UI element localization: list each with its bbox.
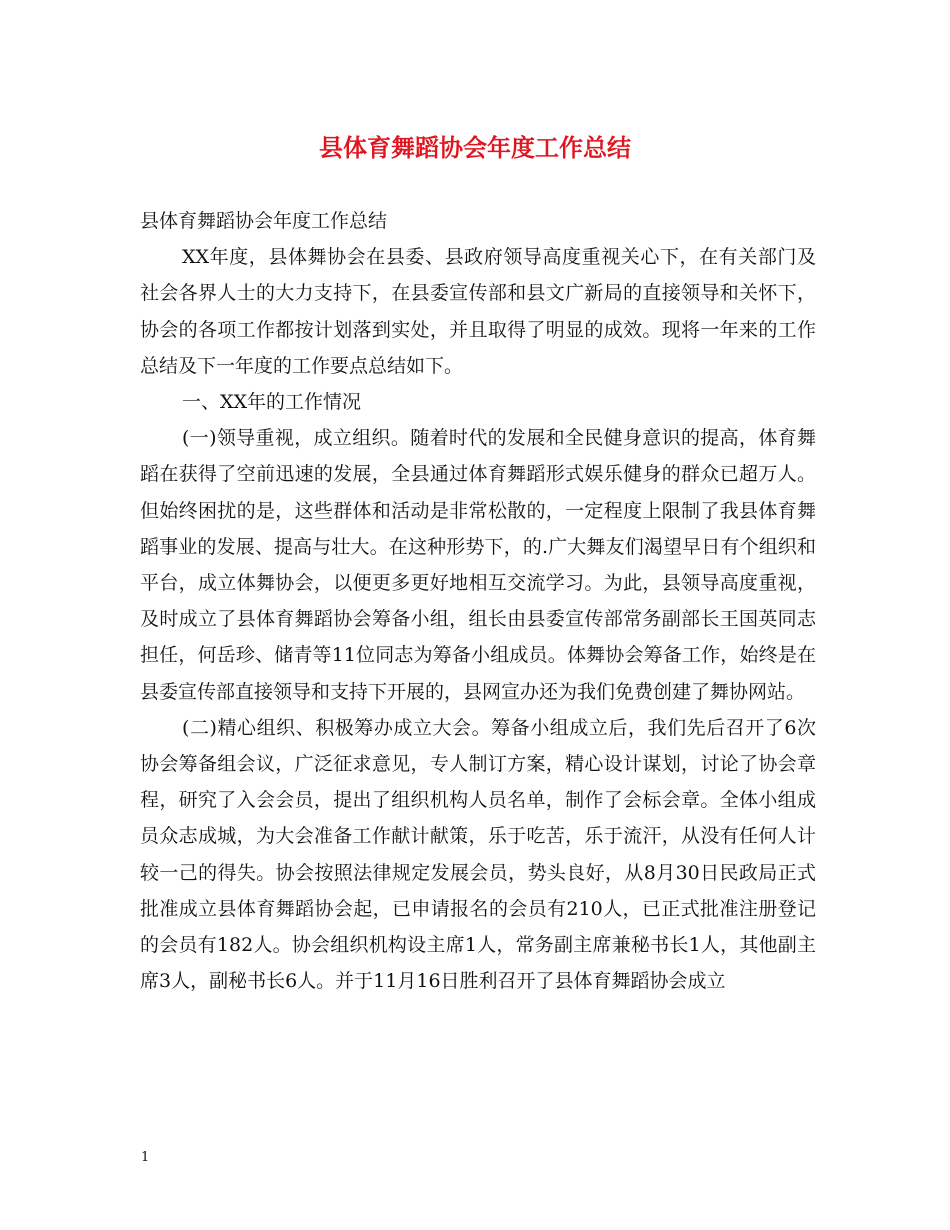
document-body: [140, 203, 816, 999]
section-heading: 一、XX年的工作情况: [182, 391, 362, 414]
paragraph-preparation: (二)精心组织、积极筹办成立大会。筹备小组成立后，我们先后召开了6次协会筹备组会议，广泛征求意见，专人制订方案，精心设计谋划，讨论了协会章程，研究了入会会员，提出了组织机构人员名单，制作了会标会章。全体小组成员众志成城，为大会准备工作献计献策，乐于吃苦，乐于流汗，从没有任何人计较一己的得失。协会按照法律规定发展会员，势头良好，从8月30日民政局正式批准成立县体育舞蹈协会起，已申请报名的会员有210人，已正式批准注册登记的会员有182人。协会组织机构设主席1人，常务副主席兼秘书长1人，其他副主席3人，副秘书长6人。并于11月16日胜利召开了县体育舞蹈协会成立: [140, 716, 816, 993]
page-number: 1: [141, 1150, 150, 1165]
document-title: 县体育舞蹈协会年度工作总结: [319, 134, 631, 162]
paragraph-leadership: (一)领导重视，成立组织。随着时代的发展和全民健身意识的提高，体育舞蹈在获得了空前迅速的发展，全县通过体育舞蹈形式娱乐健身的群众已超万人。但始终困扰的是，这些群体和活动是非常松散的，一定程度上限制了我县体育舞蹈事业的发展、提高与壮大。在这种形势下，的.广大舞友们渴望早日有个组织和平台，成立体舞协会，以便更多更好地相互交流学习。为此，县领导高度重视，及时成立了县体育舞蹈协会筹备小组，组长由县委宣传部常务副部长王国英同志担任，何岳珍、储青等11位同志为筹备小组成员。体舞协会筹备工作，始终是在县委宣传部直接领导和支持下开展的，县网宣办还为我们免费创建了舞协网站。: [140, 427, 816, 703]
document-subtitle: 县体育舞蹈协会年度工作总结: [140, 210, 388, 232]
paragraph-intro: XX年度，县体舞协会在县委、县政府领导高度重视关心下，在有关部门及社会各界人士的大力支持下，在县委宣传部和县文广新局的直接领导和关怀下，协会的各项工作都按计划落到实处，并且取得了明显的成效。现将一年来的工作总结及下一年度的工作要点总结如下。: [140, 246, 816, 377]
